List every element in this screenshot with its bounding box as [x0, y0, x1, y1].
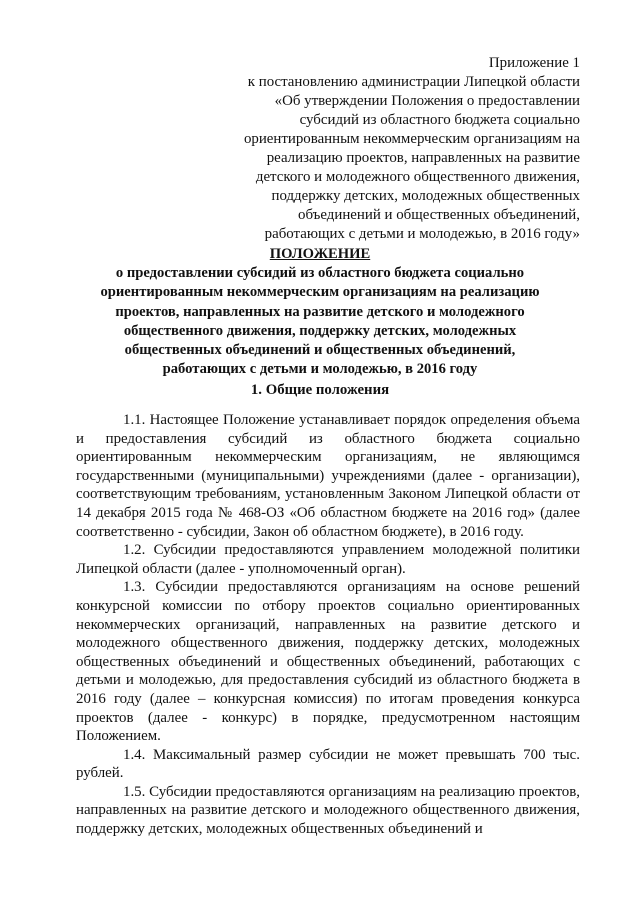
paragraph-1-3: 1.3. Субсидии предоставляются организациям на основе решений конкурсной комиссии по отбору проектов социально ориентированных некоммерческих организаций, направленных на развитие детского и молодежного общественного движения, поддержку детских, молодежных общественных объединений и общественных объединений, работающих с детьми и молодежью, для предоставления субсидий из областного бюджета в 2016 году (далее – конкурсная комиссия) по итогам проведения конкурса проектов (далее - конкурс) в порядке, предусмотренном настоящим Положением.	[76, 579, 580, 745]
paragraph-1-2: 1.2. Субсидии предоставляются управлением молодежной политики Липецкой области (далее - уполномоченный орган).	[76, 542, 580, 577]
paragraph-1-1: 1.1. Настоящее Положение устанавливает порядок определения объема и предоставления субсидий из областного бюджета социально ориентированным некоммерческим организациям, не являющимся государственными (муниципальными) учреждениями (далее - организации), соответствующим требованиям, установленным Законом Липецкой области от 14 декабря 2015 года № 468-ОЗ «Об областном бюджете на 2016 год» (далее соответственно - субсидии, Закон об областном бюджете), в 2016 году.	[76, 412, 580, 540]
title-line: ориентированным некоммерческим организациям на реализацию	[100, 284, 540, 301]
appendix-line: поддержку детских, молодежных общественных	[271, 188, 580, 204]
title-main: ПОЛОЖЕНИЕ	[269, 246, 371, 262]
title-line: о предоставлении субсидий из областного бюджета социально	[115, 265, 525, 282]
section-heading: 1. Общие положения	[250, 382, 390, 398]
appendix-line: «Об утверждении Положения о предоставлении	[274, 93, 580, 109]
appendix-line: к постановлению администрации Липецкой области	[247, 74, 580, 90]
appendix-line: детского и молодежного общественного движения,	[255, 169, 580, 185]
title-line: общественных объединений и общественных объединений,	[124, 342, 516, 359]
appendix-line: реализацию проектов, направленных на развитие	[266, 150, 580, 166]
appendix-line: ориентированным некоммерческим организациям на	[243, 131, 580, 147]
document-body	[76, 411, 580, 839]
appendix-line: субсидий из областного бюджета социально	[299, 112, 580, 128]
appendix-line: работающих с детьми и молодежью, в 2016 году»	[264, 226, 580, 242]
paragraph-1-5: 1.5. Субсидии предоставляются организациям на реализацию проектов, направленных на развитие детского и молодежного общественного движения, поддержку детских, молодежных общественных объединений и	[76, 783, 580, 838]
title-line: работающих с детьми и молодежью, в 2016 году	[162, 361, 478, 378]
appendix-header	[200, 54, 580, 244]
title-line: проектов, направленных на развитие детского и молодежного	[115, 303, 525, 320]
paragraph-1-4: 1.4. Максимальный размер субсидии не может превышать 700 тыс. рублей.	[76, 746, 580, 782]
appendix-line: объединений и общественных объединений,	[298, 207, 580, 223]
appendix-line: Приложение 1	[488, 55, 580, 71]
title-line: общественного движения, поддержку детских, молодежных	[123, 322, 517, 339]
document-title	[60, 245, 580, 379]
